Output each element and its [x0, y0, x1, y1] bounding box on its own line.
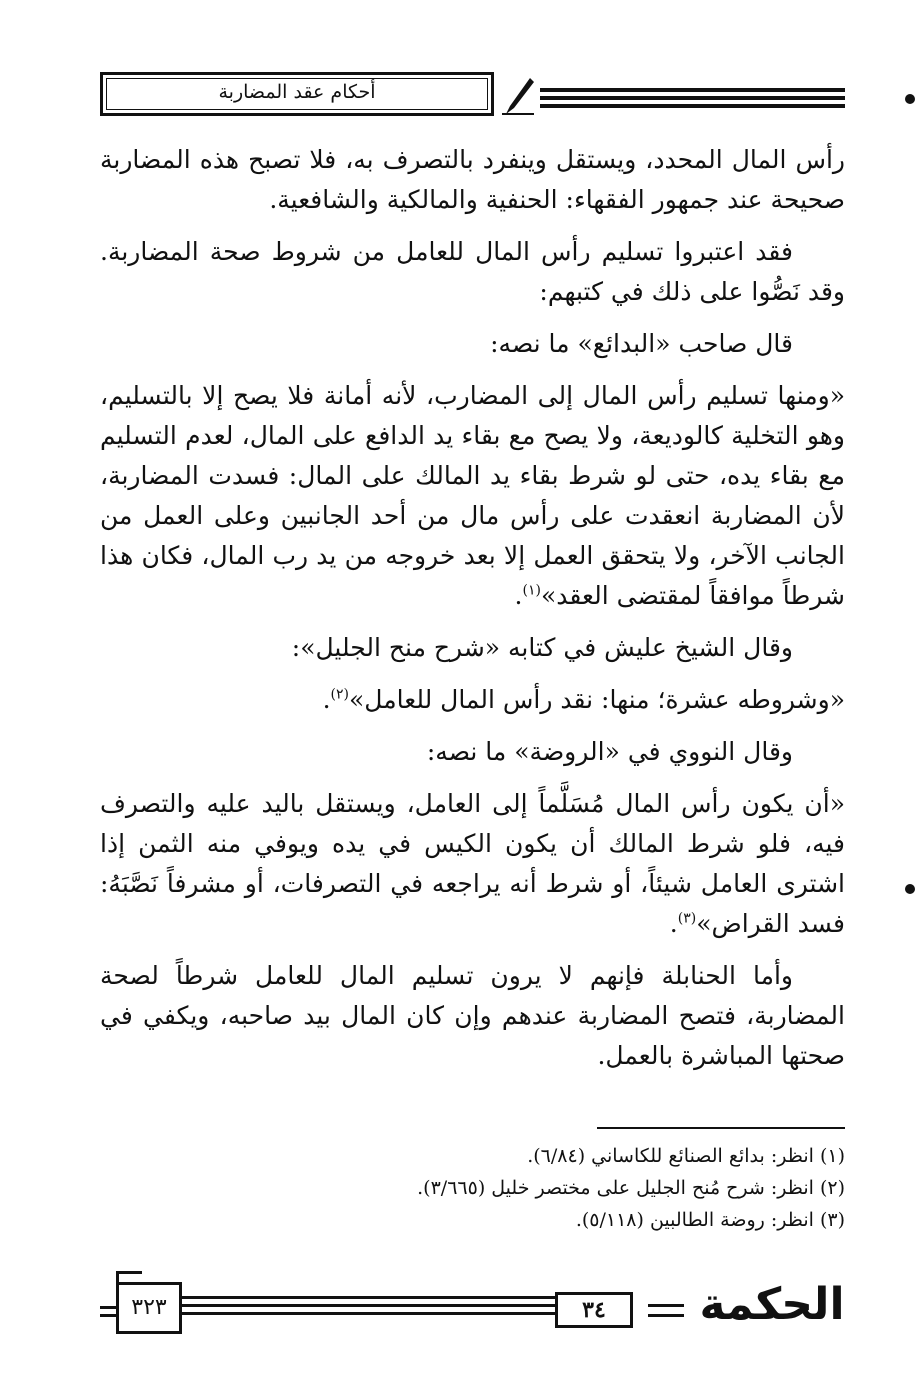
quote-paragraph: «أن يكون رأس المال مُسَلَّماً إلى العامل، ويستقل باليد عليه والتصرف فيه، فلو شرط المالك أن يكون الكيس في يده ويوفي منه الثمن إذا اشترى العامل شيئاً، أو شرط أنه يراجعه في التصرفات، أو مشرفاً نَصَّبَهُ: فسد القراض»$^{(٣)}$. — [100, 789, 845, 938]
footnote-ref: (٢) — [330, 686, 350, 703]
page-edge-mark — [905, 884, 915, 894]
footnote-item: (١) انظر: بدائع الصنائع للكاساني (٦/٨٤). — [527, 1145, 845, 1167]
header-rule — [540, 88, 845, 108]
running-header-box — [100, 72, 494, 116]
running-header-title: أحكام عقد المضاربة — [218, 81, 376, 103]
paragraph: قال صاحب «البدائع» ما نصه: — [490, 329, 793, 358]
page-edge-mark — [905, 94, 915, 104]
footer-rule — [100, 1306, 116, 1309]
issue-number: ٣٤ — [555, 1292, 633, 1328]
footnotes — [100, 1140, 845, 1236]
paragraph: وقال النووي في «الروضة» ما نصه: — [426, 737, 793, 766]
paragraph: وقال الشيخ عليش في كتابه «شرح منح الجليل»: — [291, 633, 793, 662]
footer-rule — [648, 1314, 684, 1317]
footer-rule — [100, 1314, 116, 1317]
footer-rule — [648, 1304, 684, 1307]
main-text — [100, 140, 845, 1088]
footnote-rule — [597, 1127, 845, 1129]
footnote-ref: (٣) — [677, 910, 697, 927]
quote-paragraph: «ومنها تسليم رأس المال إلى المضارب، لأنه أمانة فلا يصح إلا بالتسليم، وهو التخلية كالوديعة، ولا يصح مع بقاء يد الدافع على المال، لعدم التسليم مع بقاء يده، حتى لو شرط بقاء يد المالك على المال: فسدت المضاربة، لأن المضاربة انعقدت على رأس مال من أحد الجانبين وعلى العمل من الجانب الآخر، ولا يتحقق العمل إلا بعد خروجه من يد رب المال، فكان هذا شرطاً موافقاً لمقتضى العقد»$^{(١)}$. — [100, 381, 845, 610]
footer-rule — [182, 1312, 555, 1315]
footnote-ref: (١) — [522, 582, 541, 599]
footer-rule — [182, 1296, 555, 1299]
footnote-item: (٣) انظر: روضة الطالبين (٥/١١٨). — [575, 1209, 845, 1231]
paragraph: فقد اعتبروا تسليم رأس المال للعامل من شروط صحة المضاربة. وقد نَصُّوا على ذلك في كتبهم: — [100, 237, 845, 306]
quote-paragraph: «وشروطه عشرة؛ منها: نقد رأس المال للعامل»$^{(٢)}$. — [322, 685, 845, 714]
paragraph: وأما الحنابلة فإنهم لا يرون تسليم المال للعامل شرطاً لصحة المضاربة، فتصح المضاربة عندهم وإن كان المال بيد صاحبه، ويكفي في صحتها المباشرة بالعمل. — [100, 961, 845, 1070]
page-number: ٣٢٣ — [116, 1282, 182, 1334]
journal-logo: الحكمة — [699, 1279, 845, 1330]
footnote-item: (٢) انظر: شرح مُنح الجليل على مختصر خليل (٣/٦٦٥). — [417, 1177, 845, 1199]
footer-rule — [182, 1304, 555, 1307]
paragraph: رأس المال المحدد، ويستقل وينفرد بالتصرف به، فلا تصبح هذه المضاربة صحيحة عند جمهور الفقهاء: الحنفية والمالكية والشافعية. — [100, 145, 845, 214]
pen-icon — [500, 76, 536, 116]
